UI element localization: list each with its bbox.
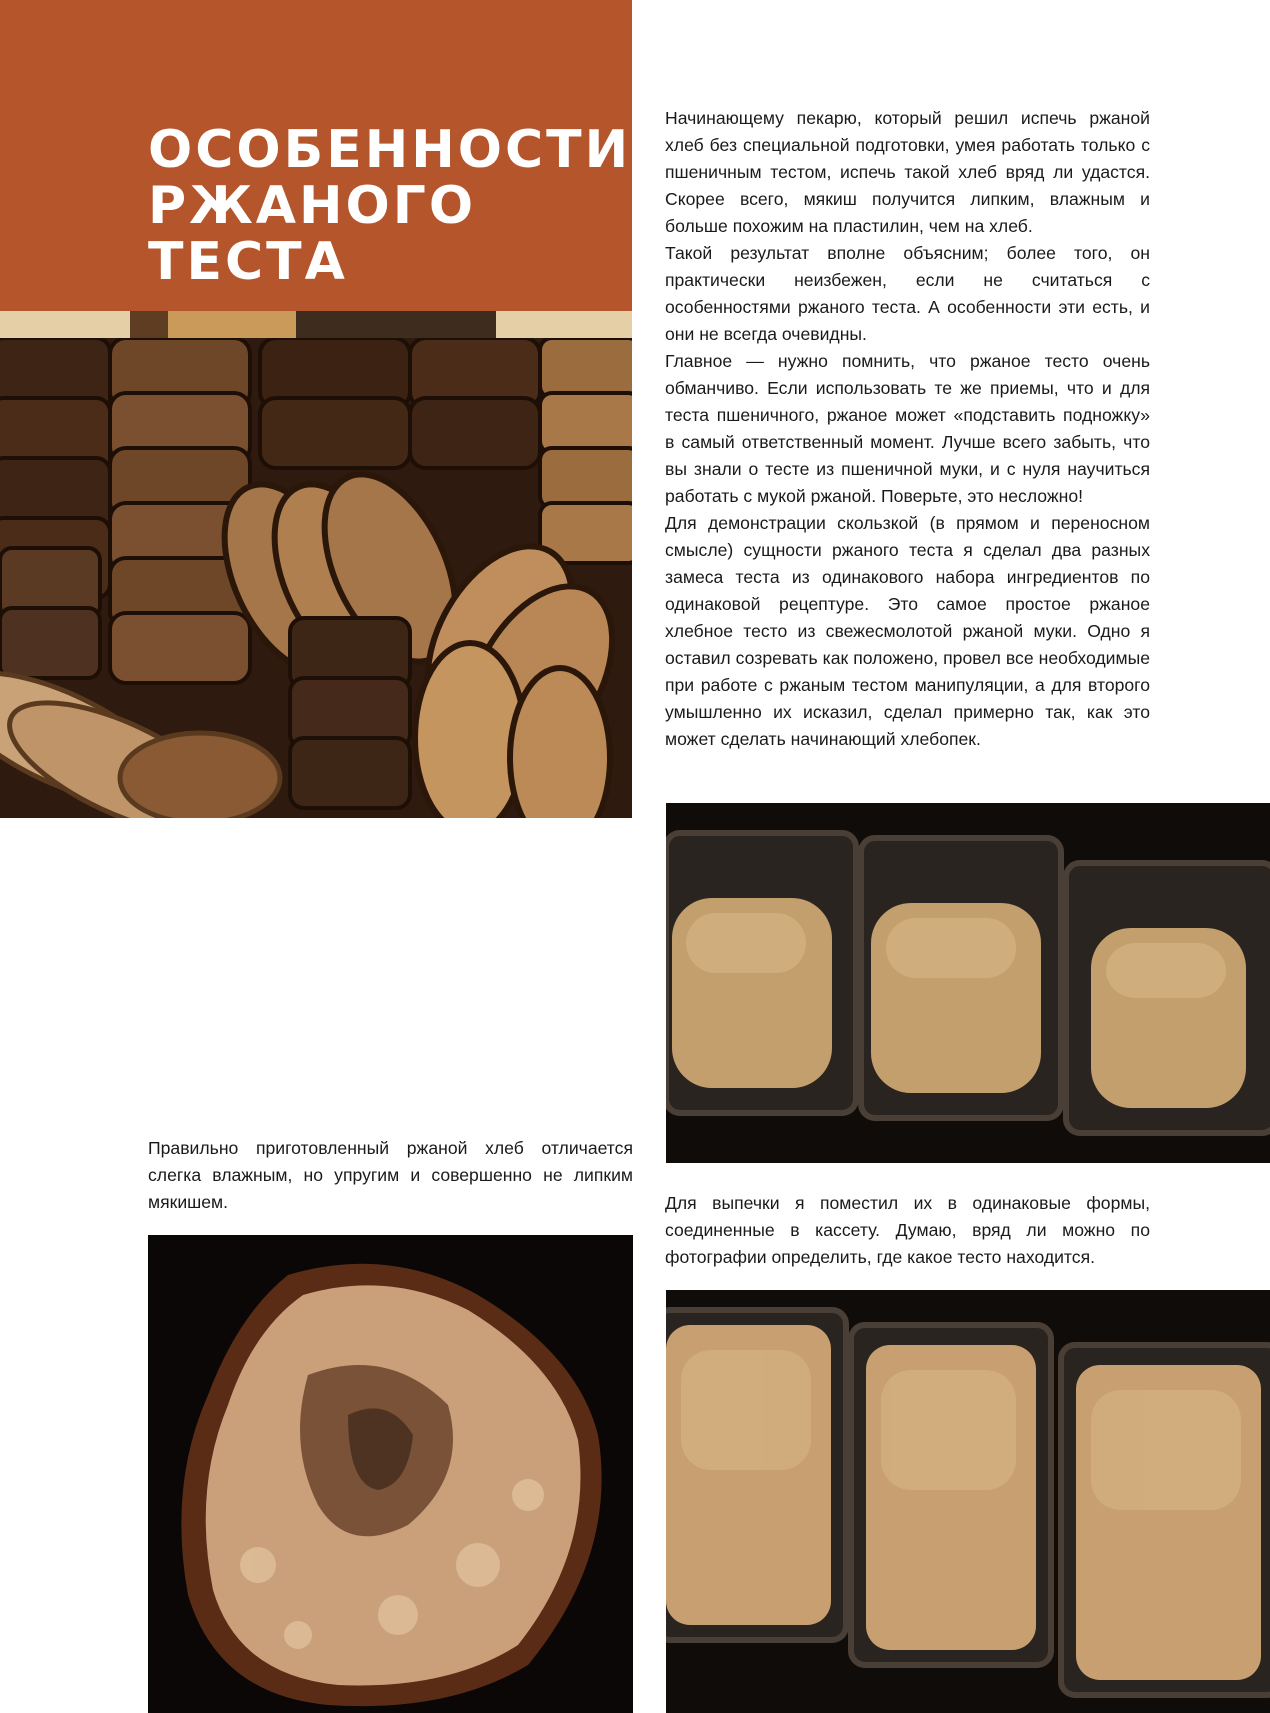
title-block <box>0 0 632 311</box>
intro-paragraph-4: Для демонстрации скользкой (в прямом и переносном смысле) сущности ржаного теста я сделал два разных замеса теста из одинакового набора ингредиентов по одинаковой рецептуре. Это самое простое ржаное хлебное тесто из свежесмолотой ржаной муки. Одно я оставил созревать как положено, провел все необходимые при работе с ржаным тестом манипуляции, а для второго умышленно их исказил, сделал примерно так, как это может сделать начинающий хлебопек. <box>665 513 1150 749</box>
caption-left <box>148 1135 633 1216</box>
rye-bread-cut-photo <box>148 1235 633 1713</box>
stripe-1 <box>0 311 130 338</box>
intro-text <box>665 105 1150 753</box>
page-title <box>148 122 631 290</box>
caption-left-text: Правильно приготовленный ржаной хлеб отличается слегка влажным, но упругим и совершенно не липким мякишем. <box>148 1138 633 1212</box>
intro-paragraph-1: Начинающему пекарю, который решил испечь ржаной хлеб без специальной подготовки, умея работать только с пшеничным тестом, испечь такой хлеб вряд ли удастся. Скорее всего, мякиш получится липким, влажным и больше похожим на пластилин, чем на хлеб. <box>665 108 1150 236</box>
stripe-2 <box>130 311 168 338</box>
intro-paragraph-3: Главное — нужно помнить, что ржаное тесто очень обманчиво. Если использовать те же приемы, что и для теста пшеничного, ржаное может «подставить подножку» в самый ответственный момент. Лучше всего забыть, что вы знали о тесте из пшеничной муки, и с нуля научиться работать с мукой ржаной. Поверьте, это несложно! <box>665 351 1150 506</box>
caption-right <box>665 1190 1150 1271</box>
caption-right-text: Для выпечки я поместил их в одинаковые формы, соединенные в кассету. Думаю, вряд ли можно по фотографии определить, где какое тесто находится. <box>665 1193 1150 1267</box>
title-line-2: РЖАНОГО <box>148 176 477 236</box>
intro-paragraph-2: Такой результат вполне объясним; более того, он практически неизбежен, если не считаться с особенностями ржаного теста. А особенности эти есть, и они не всегда очевидны. <box>665 243 1150 344</box>
stripe-3 <box>168 311 296 338</box>
dough-tins-photo-2 <box>666 1290 1270 1713</box>
stripe-4 <box>296 311 496 338</box>
stripe-5 <box>496 311 632 338</box>
title-line-1: ОСОБЕННОСТИ <box>148 120 632 180</box>
dough-tins-photo-1 <box>666 803 1270 1163</box>
bread-slices-photo <box>0 338 632 818</box>
title-line-3: ТЕСТА <box>148 232 348 292</box>
